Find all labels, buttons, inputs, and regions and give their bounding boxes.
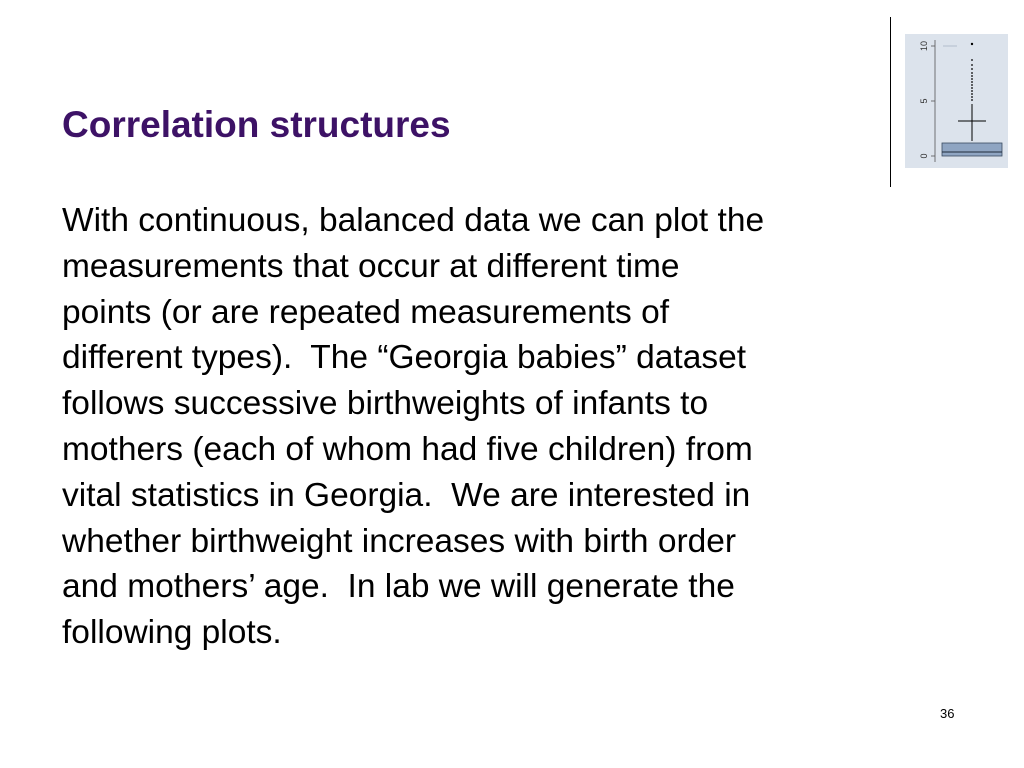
outlier-point: [971, 90, 973, 92]
body-line-2: measurements that occur at different time: [62, 247, 680, 285]
body-line-3: points (or are repeated measurements of: [62, 293, 670, 331]
outlier-point: [971, 87, 973, 89]
body-line-10: following plots.: [62, 614, 282, 652]
body-line-5: follows successive birthweights of infants to: [62, 385, 709, 423]
body-line-4: different types). The “Georgia babies” dataset: [62, 339, 747, 377]
outlier-point: [971, 78, 973, 80]
outlier-point: [971, 81, 973, 83]
outlier-point: [971, 64, 973, 66]
body-line-1: With continuous, balanced data we can plot the: [62, 202, 765, 239]
outlier-point: [971, 93, 973, 95]
tick-label-0: 0: [919, 153, 929, 159]
body-line-9: and mothers’ age. In lab we will generate the: [62, 568, 735, 606]
body-line-6: mothers (each of whom had five children) from: [62, 430, 753, 468]
outlier-point: [971, 68, 973, 70]
tick-label-5: 5: [919, 98, 929, 104]
boxplot-thumbnail: [905, 34, 1008, 168]
body-line-8: whether birthweight increases with birth order: [62, 522, 737, 560]
outlier-point: [971, 75, 973, 77]
divider-line: [890, 17, 891, 187]
body-line-7: vital statistics in Georgia. We are interested in: [62, 476, 751, 514]
outlier-point: [971, 59, 973, 61]
box-iqr: [942, 143, 1002, 156]
outlier-point: [971, 72, 973, 74]
slide-body: [62, 198, 992, 656]
slide-title: Correlation structures: [62, 104, 451, 145]
page-number: 36: [940, 706, 955, 721]
tick-label-10: 10: [919, 40, 929, 52]
outlier-point: [971, 84, 973, 86]
outlier-point: [971, 43, 973, 45]
outlier-point: [971, 96, 973, 98]
outlier-point: [971, 99, 973, 101]
